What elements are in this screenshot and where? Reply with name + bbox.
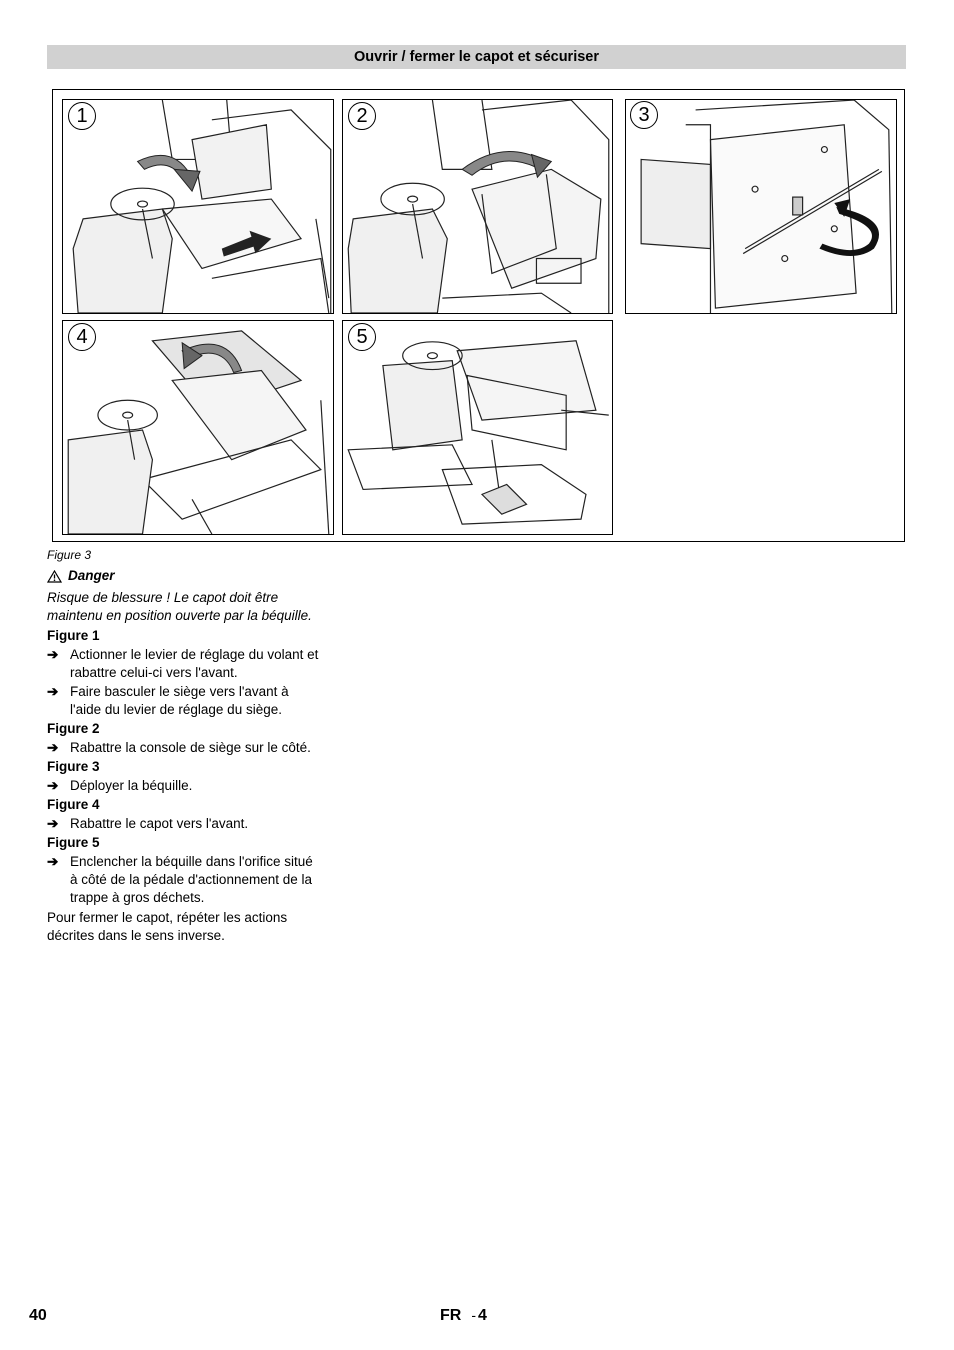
arrow-right-icon: ➔ (47, 816, 59, 831)
steps-figure-3 (47, 758, 319, 795)
danger-heading (47, 567, 319, 585)
figure-panel-1 (62, 99, 334, 314)
step-heading: Figure 3 (47, 759, 100, 774)
steps-figure-1 (47, 627, 319, 719)
danger-label: Danger (68, 568, 115, 583)
figure-panel-4 (62, 320, 334, 535)
arrow-right-icon: ➔ (47, 684, 59, 699)
section-title: Ouvrir / fermer le capot et sécuriser (47, 45, 906, 69)
step-item (47, 646, 319, 682)
step-text: Faire basculer le siège vers l'avant à l'aide du levier de réglage du siège. (70, 684, 289, 717)
figure-panel-2 (342, 99, 613, 314)
step-text: Enclencher la béquille dans l'orifice situé à côté de la pédale d'actionnement de la trappe à gros déchets. (70, 854, 313, 905)
arrow-right-icon: ➔ (47, 740, 59, 755)
arrow-right-icon: ➔ (47, 778, 59, 793)
instructions-column (47, 546, 319, 945)
step-text: Rabattre le capot vers l'avant. (70, 816, 249, 831)
panel-number: 3 (630, 101, 658, 129)
figure-panel-5 (342, 320, 613, 535)
danger-text: Risque de blessure ! Le capot doit être maintenu en position ouverte par la béquille. (47, 590, 312, 623)
step-item (47, 815, 319, 833)
footer-section-number: 4 (478, 1307, 487, 1324)
step-heading: Figure 1 (47, 628, 100, 643)
seat-tilt-illustration (63, 100, 333, 313)
step-item (47, 739, 319, 757)
panel-number: 1 (68, 102, 96, 130)
step-heading: Figure 4 (47, 797, 100, 812)
figure-illustration (52, 89, 905, 542)
figure-caption: Figure 3 (47, 548, 92, 562)
step-heading: Figure 2 (47, 721, 100, 736)
closing-note: Pour fermer le capot, répéter les actions décrites dans le sens inverse. (47, 910, 288, 943)
step-item (47, 853, 319, 907)
step-heading: Figure 5 (47, 835, 100, 850)
panel-number: 2 (348, 102, 376, 130)
seat-console-illustration (343, 100, 612, 313)
steps-figure-2 (47, 720, 319, 757)
footer-separator: - (471, 1307, 476, 1323)
arrow-right-icon: ➔ (47, 854, 59, 869)
step-text: Déployer la béquille. (70, 778, 193, 793)
hood-tilt-illustration (63, 321, 333, 534)
steps-figure-5 (47, 834, 319, 907)
warning-triangle-icon (47, 570, 62, 583)
figure-panel-3 (625, 99, 897, 314)
panel-number: 5 (348, 323, 376, 351)
step-text: Actionner le levier de réglage du volant et rabattre celui-ci vers l'avant. (70, 647, 319, 680)
footer-language: FR (440, 1307, 462, 1324)
step-text: Rabattre la console de siège sur le côté. (70, 740, 311, 755)
hood-open-illustration (343, 321, 612, 534)
arrow-right-icon: ➔ (47, 647, 59, 662)
prop-rod-illustration (626, 100, 896, 313)
panel-number: 4 (68, 323, 96, 351)
footer-language-section (440, 1307, 487, 1325)
step-item (47, 683, 319, 719)
step-item (47, 777, 319, 795)
steps-figure-4 (47, 796, 319, 833)
page-number: 40 (29, 1307, 47, 1324)
